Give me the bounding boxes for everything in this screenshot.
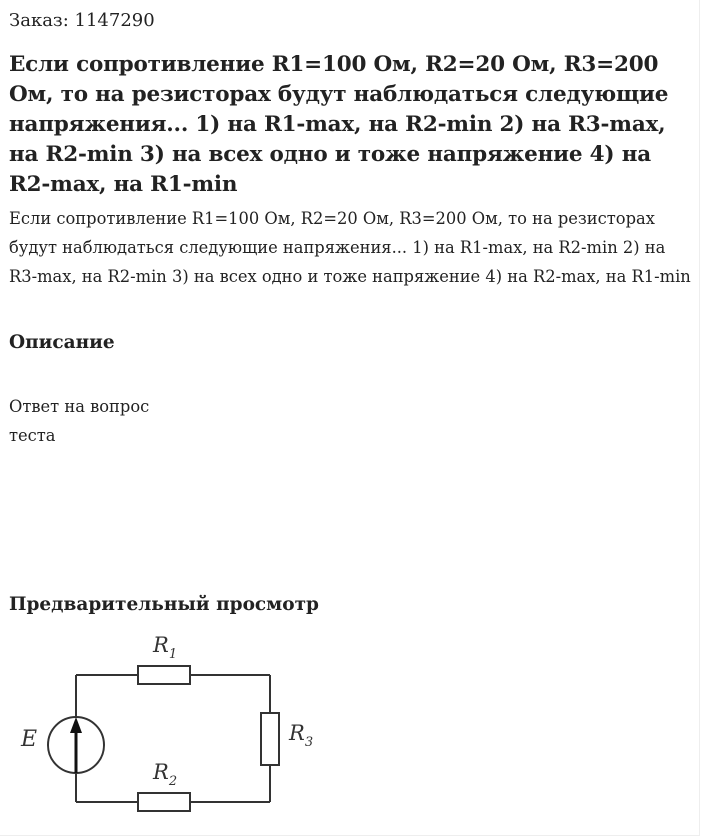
description-text: Ответ на вопрос теста xyxy=(9,397,150,445)
resistor-r3 xyxy=(261,713,279,765)
preview-heading: Предварительный просмотр xyxy=(9,594,319,615)
label-r2: $R_2$ xyxy=(153,760,178,789)
question-title: Если сопротивление R1=100 Ом, R2=20 Ом, R3=200 Ом, то на резисторах будут наблюдаться следующие напряжения... 1) на R1-max, на R2-min 2) на R3-max, на R2-min 3) на всех одно и тоже напряжение 4) на R2-max, на R1-min xyxy=(9,52,669,197)
circuit-diagram xyxy=(0,625,360,820)
resistor-r1 xyxy=(138,666,190,684)
resistor-r2 xyxy=(138,793,190,811)
question-body: Если сопротивление R1=100 Ом, R2=20 Ом, R3=200 Ом, то на резисторах будут наблюдаться следующие напряжения... 1) на R1-max, на R2-min 2) на R3-max, на R2-min 3) на всех одно и тоже напряжение 4) на R2-max, на R1-min xyxy=(9,209,691,286)
order-number: Заказ: 1147290 xyxy=(9,10,155,31)
label-source: E xyxy=(21,727,38,752)
label-r3: $R_3$ xyxy=(289,721,314,750)
label-r1: $R_1$ xyxy=(153,633,178,662)
description-heading: Описание xyxy=(9,332,115,353)
